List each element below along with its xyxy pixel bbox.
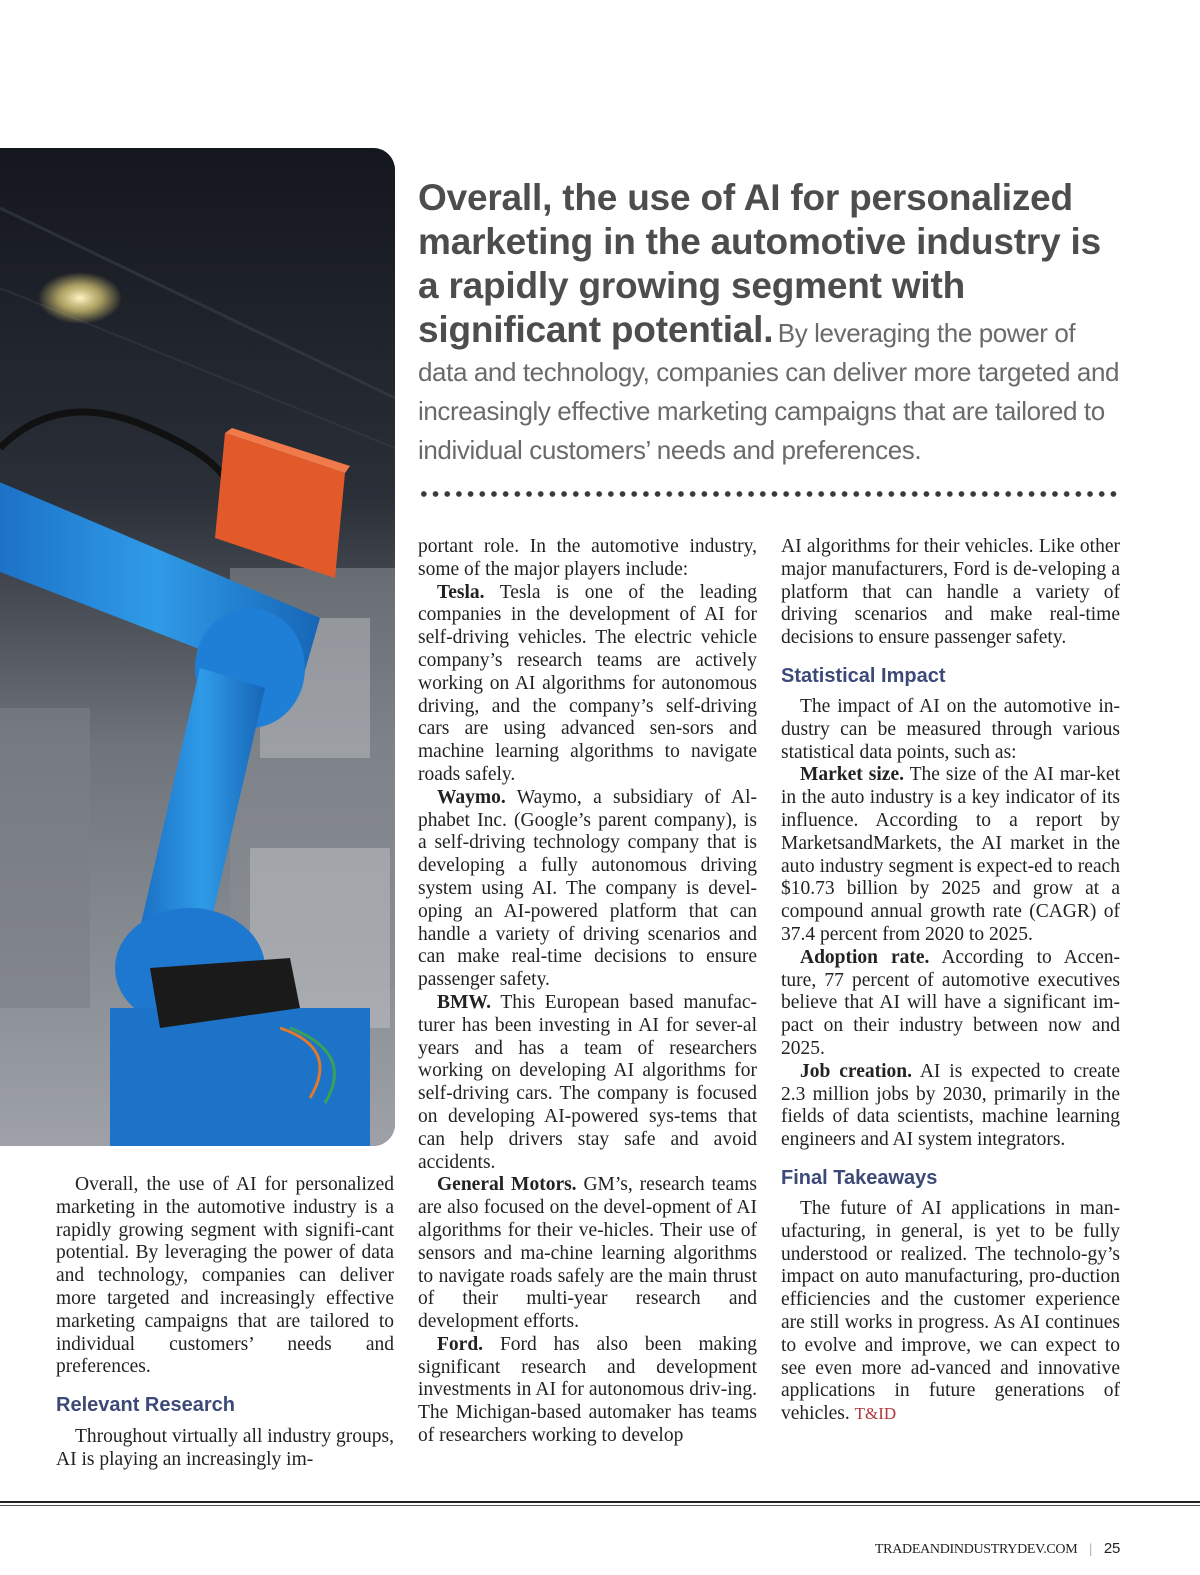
paragraph: AI algorithms for their vehicles. Like other major manufacturers, Ford is de-veloping a platform that can handle a variety of driving scenarios and make real-time decisions to ensure passenger safety. <box>781 536 1120 649</box>
paragraph: portant role. In the automotive industry, some of the major players include: <box>418 536 757 580</box>
paragraph-text: Ford has also been making significant research and development investments in AI for autonomous driv-ing. The Michigan-based automaker has teams of researchers working to develop <box>418 1333 758 1447</box>
column-2 <box>418 536 757 1448</box>
paragraph: Overall, the use of AI for personalized marketing in the automotive industry is a rapidly growing segment with signifi-cant potential. By leveraging the power of data and technology, companies can deliver more targeted and increasingly effective marketing campaigns that are tailored to individual customers’ needs and preferences. <box>56 1174 394 1378</box>
paragraph-text: AI is expected to create 2.3 million jobs by 2030, primarily in the fields of data scientists, machine learning engineers and AI system integrators. <box>781 1060 1120 1151</box>
lead-in: Waymo. <box>437 786 506 808</box>
pull-quote <box>418 176 1128 470</box>
paragraph-bmw <box>418 992 757 1174</box>
footer-separator: | <box>1089 1542 1092 1557</box>
paragraph-ford <box>418 1334 757 1448</box>
lead-in: BMW. <box>437 991 491 1013</box>
column-1 <box>56 1174 394 1472</box>
robot-arm-photo <box>0 148 395 1146</box>
paragraph-text: The size of the AI mar-ket in the auto industry is a key indicator of its influence. According to a report by MarketsandMarkets, the AI market in the auto industry segment is expect-ed to reach $10.73 billion by 2025 and grow at a compound annual growth rate (CAGR) of 37.4 percent from 2020 to 2025. <box>781 764 1120 945</box>
lead-in: Job creation. <box>800 1060 912 1082</box>
paragraph-tesla <box>418 582 757 787</box>
section-heading-relevant-research: Relevant Research <box>56 1394 235 1417</box>
paragraph-text: Tesla is one of the leading companies in the development of AI for self-driving vehicles. The electric vehicle company’s research teams are actively working on AI algorithms for autonomous driving, and the company’s self-driving cars are using advanced sen-sors and machine learning algorithms to navigate roads safely. <box>418 581 757 785</box>
pull-quote-light: By leveraging the power of data and technology, companies can deliver more targeted and increasingly effective marketing campaigns that are tailored to individual customers’ needs and preferences. <box>418 318 1120 465</box>
section-heading-final-takeaways: Final Takeaways <box>781 1166 938 1189</box>
paragraph-market-size <box>781 764 1120 946</box>
paragraph-text: Waymo, a subsidiary of Al-phabet Inc. (Google’s parent company), is a self-driving technology company that is developing a fully autonomous driving system using AI. The company is devel-oping an AI-powered platform that can handle a variety of driving scenarios and can make real-time decisions to ensure passenger safety. <box>418 786 757 991</box>
paragraph-text: This European based manufac-turer has been investing in AI for sever-al years and has a team of researchers working on developing AI algorithms for self-driving cars. The company is focused on developing AI-powered sys-tems that can help drivers stay safe and avoid accidents. <box>418 991 757 1173</box>
lead-in: General Motors. <box>437 1174 577 1196</box>
paragraph-text: The future of AI applications in man-ufacturing, in general, is yet to be fully understood or realized. The technolo-gy’s impact on auto manufacturing, pro-duction efficiencies and the customer experience are still works in progress. As AI continues to evolve and improve, we can expect to see even more ad-vanced and innovative applications in future generations of vehicles. <box>781 1197 1120 1425</box>
paragraph: Throughout virtually all industry groups, AI is playing an increasingly im- <box>56 1426 395 1470</box>
paragraph-final <box>781 1198 1120 1426</box>
paragraph-adoption-rate <box>781 947 1120 1061</box>
page-footer <box>875 1540 1120 1558</box>
lead-in: Adoption rate. <box>800 946 930 968</box>
end-mark: T&ID <box>854 1404 897 1424</box>
paragraph-waymo <box>418 787 757 992</box>
paragraph-text: GM’s, research teams are also focused on the devel-opment of AI algorithms for their ve-hicles. Their use of sensors and ma-chine learning algorithms to navigate roads safely are the main thrust of their multi-year research and development efforts. <box>418 1174 757 1333</box>
dotted-divider <box>418 490 1120 498</box>
paragraph-gm <box>418 1174 757 1334</box>
column-3 <box>781 536 1120 1426</box>
paragraph: The impact of AI on the automotive in-dustry can be measured through various statistical data points, such as: <box>781 695 1120 763</box>
lead-in: Ford. <box>437 1333 484 1355</box>
footer-rule-thin <box>0 1505 1200 1506</box>
footer-site: TRADEANDINDUSTRYDEV.COM <box>874 1542 1078 1557</box>
footer-rule <box>0 1501 1200 1503</box>
lead-in: Tesla. <box>437 581 485 603</box>
paragraph-job-creation <box>781 1061 1120 1152</box>
page-number: 25 <box>1103 1540 1120 1557</box>
lead-in: Market size. <box>800 764 904 786</box>
paragraph-text: According to Accen-ture, 77 percent of automotive executives believe that AI will have a significant im-pact on their industry between now and 2025. <box>781 946 1120 1059</box>
pull-quote-bold: Overall, the use of AI for personalized marketing in the automotive industry is a rapidly growing segment with significant potential. <box>418 177 1101 350</box>
section-heading-statistical-impact: Statistical Impact <box>781 664 946 687</box>
